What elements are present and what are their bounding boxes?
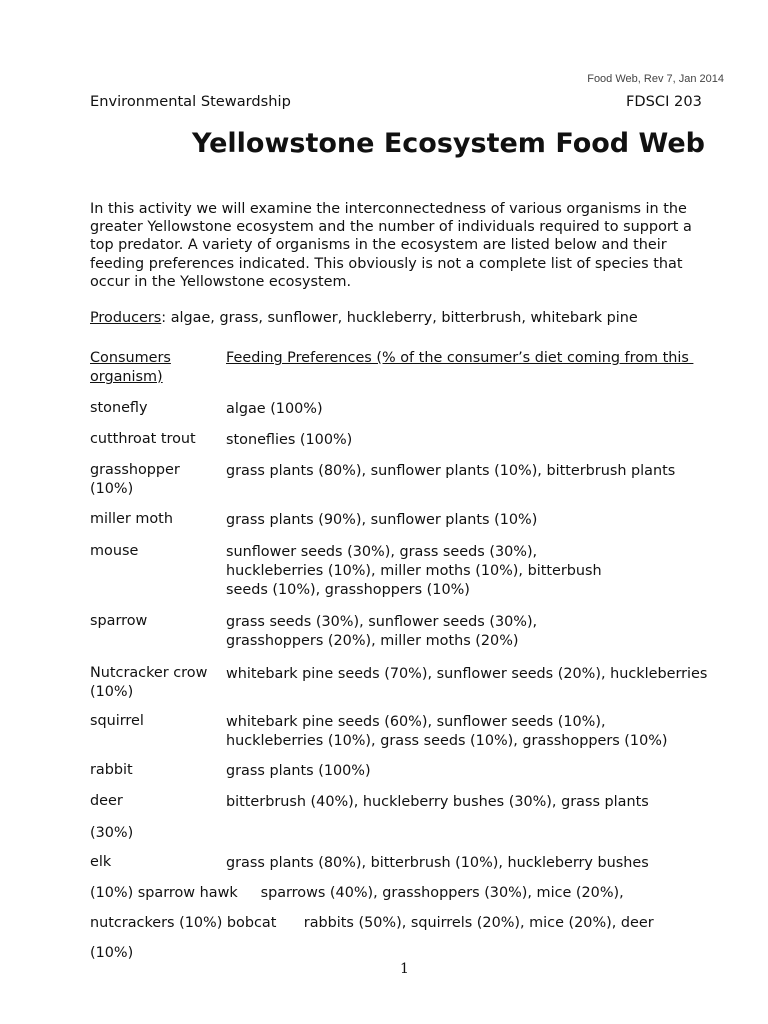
organism-name: Nutcracker crow — [90, 665, 208, 681]
preference-line: algae (100%) — [226, 401, 323, 417]
intro-line: top predator. A variety of organisms in the ecosystem are listed below and their — [90, 237, 667, 254]
organism-name: grasshopper — [90, 462, 180, 478]
preference-line: grass plants (100%) — [226, 763, 371, 779]
organism-name: elk — [90, 854, 112, 870]
preference-line: seeds (10%), grasshoppers (10%) — [226, 582, 470, 598]
feeding-preferences — [226, 713, 668, 751]
feeding-preferences — [226, 854, 649, 873]
organism-name: deer — [90, 793, 123, 809]
organism-name: squirrel — [90, 713, 144, 729]
preference-line: grass plants (80%), bitterbrush (10%), huckleberry bushes — [226, 855, 649, 871]
organism-name: rabbit — [90, 762, 133, 778]
preference-line: stoneflies (100%) — [226, 432, 353, 448]
organism-name: cutthroat trout — [90, 431, 196, 447]
preference-line: huckleberries (10%), grass seeds (10%), grasshoppers (10%) — [226, 733, 668, 749]
feeding-preferences — [226, 431, 352, 450]
producers-list: : algae, grass, sunflower, huckleberry, bitterbrush, whitebark pine — [161, 310, 638, 326]
page-number: 1 — [400, 961, 409, 977]
consumers-column-header — [90, 349, 171, 387]
preference-line: sunflower seeds (30%), grass seeds (30%), — [226, 544, 538, 560]
preference-line: grasshoppers (20%), miller moths (20%) — [226, 633, 519, 649]
producers-line — [90, 310, 638, 326]
consumers-header-line: Consumers — [90, 350, 171, 366]
intro-line: feeding preferences indicated. This obviously is not a complete list of species that — [90, 255, 683, 272]
intro-line: greater Yellowstone ecosystem and the number of individuals required to support a — [90, 219, 692, 236]
feeding-preferences — [226, 665, 707, 684]
feeding-preferences — [226, 613, 537, 651]
organism-name: miller moth — [90, 511, 173, 527]
preference-line: grass plants (80%), sunflower plants (10%), bitterbrush plants — [226, 463, 676, 479]
preference-line: bitterbrush (40%), huckleberry bushes (30%), grass plants — [226, 794, 649, 810]
preference-line: huckleberries (10%), miller moths (10%), bitterbush — [226, 563, 602, 579]
preference-line: grass seeds (30%), sunflower seeds (30%), — [226, 614, 538, 630]
feeding-preferences — [226, 543, 602, 600]
intro-line: occur in the Yellowstone ecosystem. — [90, 273, 352, 290]
feeding-preferences — [226, 511, 537, 530]
run-on-line: (10%) — [90, 945, 134, 961]
preference-continuation: (30%) — [90, 825, 134, 841]
run-on-line: (10%) sparrow hawk sparrows (40%), grasshoppers (30%), mice (20%), — [90, 885, 624, 901]
organism-name: sparrow — [90, 613, 148, 629]
consumers-header-line: organism) — [90, 369, 163, 385]
intro-paragraph — [90, 200, 730, 291]
preference-line: whitebark pine seeds (70%), sunflower seeds (20%), huckleberries — [226, 666, 708, 682]
intro-line: In this activity we will examine the interconnectedness of various organisms in the — [90, 201, 687, 217]
run-on-line: nutcrackers (10%) bobcat rabbits (50%), squirrels (20%), mice (20%), deer — [90, 915, 654, 931]
course-code: FDSCI 203 — [626, 93, 702, 110]
organism-name: stonefly — [90, 400, 148, 416]
producers-label: Producers — [90, 310, 162, 326]
preference-continuation: (10%) — [90, 481, 134, 497]
revision-note: Food Web, Rev 7, Jan 2014 — [587, 73, 724, 85]
organism-name: mouse — [90, 543, 139, 559]
feeding-preferences — [226, 762, 371, 781]
feeding-preferences — [226, 462, 675, 481]
feeding-preferences — [226, 793, 649, 812]
course-name: Environmental Stewardship — [90, 93, 291, 110]
feeding-preferences — [226, 400, 323, 419]
preference-continuation: (10%) — [90, 684, 134, 700]
preference-line: grass plants (90%), sunflower plants (10%) — [226, 512, 538, 528]
preference-line: whitebark pine seeds (60%), sunflower seeds (10%), — [226, 714, 606, 730]
page-title: Yellowstone Ecosystem Food Web — [192, 128, 705, 159]
preferences-column-header: Feeding Preferences (% of the consumer’s diet coming from this — [226, 350, 694, 366]
